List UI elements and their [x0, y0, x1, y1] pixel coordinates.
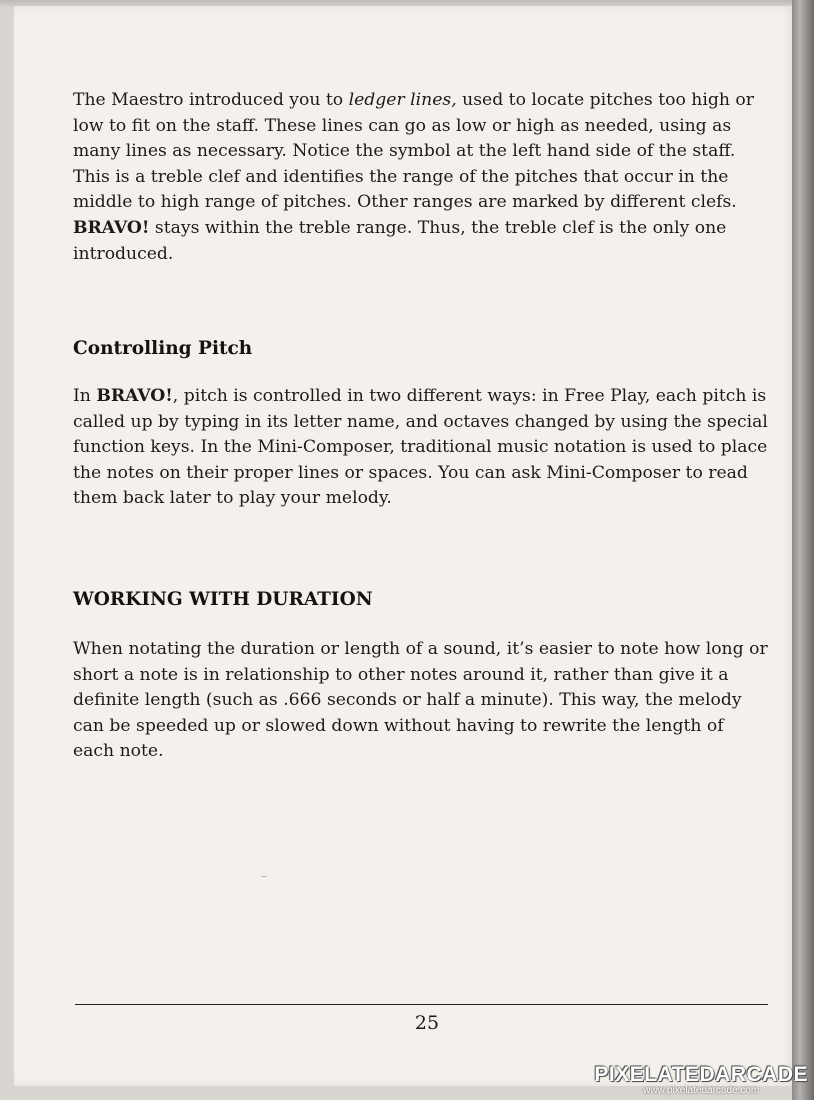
paragraph-controlling-pitch [73, 384, 768, 512]
text-span: stays within the treble range. Thus, the treble clef is the only one introduced. [73, 217, 727, 264]
text-span: The Maestro introduced you to [73, 90, 349, 110]
text-span: When notating the duration or length of a sound, it’s easier to note how long or short a note is in relationship to other notes around it, rather than give it a definite length (such as .666 seconds or half a minute). This way, the melody can be speeded up or slowed down without having to rewrite the length of each note. [73, 639, 768, 762]
page-number: 25 [414, 1012, 440, 1034]
heading-controlling-pitch: Controlling Pitch [73, 338, 253, 359]
watermark-title: PIXELATEDARCADE [594, 1063, 808, 1086]
print-speck [262, 876, 266, 877]
text-span: , pitch is controlled in two different ways: in Free Play, each pitch is called up by typing in its letter name, and octaves changed by using the special function keys. In the Mini-Composer, traditional music notation is used to place the notes on their proper lines or spaces. You can ask Mini-Composer to read them back later to play your melody. [73, 386, 768, 509]
paragraph-duration [73, 637, 768, 765]
text-span: In [73, 386, 97, 406]
ledger-lines-term: ledger lines, [348, 90, 457, 110]
watermark-url: www.pixelatedarcade.com [643, 1085, 760, 1096]
book-spine [792, 0, 814, 1100]
text-span: used to locate pitches too high or low to fit on the staff. These lines can go as low or high as needed, using as many lines as necessary. Notice the symbol at the left hand side of the staff. This is a treble clef and identifies the range of the pitches that occur in the middle to high range of pitches. Other ranges are marked by different clefs. [73, 90, 754, 213]
footer-rule [75, 1004, 768, 1005]
bravo-brand: BRAVO! [96, 386, 173, 406]
site-watermark [594, 1063, 808, 1096]
paragraph-ledger-lines [73, 88, 768, 267]
heading-working-with-duration: WORKING WITH DURATION [73, 589, 373, 610]
bravo-brand: BRAVO! [73, 217, 150, 238]
